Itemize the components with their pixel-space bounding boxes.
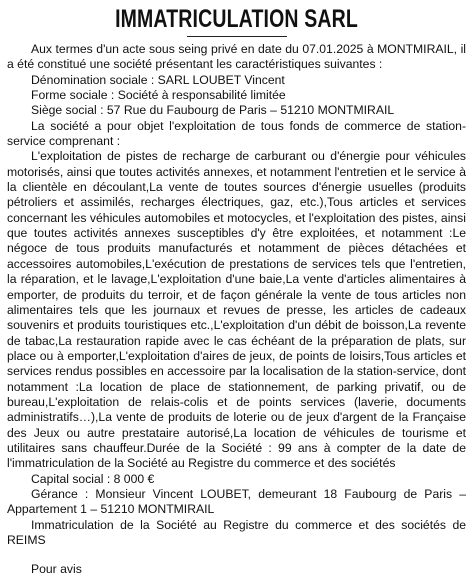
notice-body <box>7 42 466 578</box>
title-underline <box>187 36 287 37</box>
notice-title: IMMATRICULATION SARL <box>115 5 358 33</box>
legal-notice <box>7 4 466 578</box>
legal-form-line: Forme sociale : Société à responsabilité limitée <box>31 88 286 103</box>
registration-line: Immatriculation de la Société au Registre du commerce et des sociétés de REIMS <box>7 517 466 547</box>
company-name-line: Dénomination sociale : SARL LOUBET Vincent <box>31 72 285 87</box>
capital-line: Capital social : 8 000 € <box>31 471 155 486</box>
closing-line: Pour avis <box>31 562 82 577</box>
purpose-intro-paragraph: La société a pour objet l'exploitation de tous fonds de commerce de station-service comprenant : <box>7 118 466 149</box>
purpose-details-paragraph: L'exploitation de pistes de recharge de carburant ou d'énergie pour véhicules motorisés, ainsi que toutes activités annexes, et notamment l'entretien et le service à la clientèle en découlant,La vente de toutes sources d'énergie usuelles (produits pétroliers et assimilés, recharges électriques, gaz, etc.),Tous articles et services concernant les véhicules automobiles et motocycles, et l'exploitation des pistes, ainsi que toutes activités annexes susceptibles d'y être exploitées, et notamment :Le négoce de tous produits manufacturés et notamment de pièces détachées et accessoires automobiles,L'exécution de prestations de services tels que l'entretien, la réparation, et le lavage,L'exploitation d'une baie,La vente d'articles alimentaires à emporter, de produits du terroir, et de façon générale la vente de tous articles non alimentaires tels que les journaux et revues de presse, les articles de cadeaux souvenirs et produits touristiques etc.,L'exploitation d'un débit de boisson,La revente de tabac,La restauration rapide avec le cas échéant de la préparation de plats, sur place ou à emporter,L'exploitation d'aires de jeux, de points de loisirs,Tous articles et services rendus possibles en accessoire par la localisation de la station-service, dont notamment :La location de place de stationnement, de parking privatif, ou de bureau,L'exploitation de relais-colis et de points services (laverie, documents administratifs…),La vente de produits de loterie ou de jeux d'argent de la Française des Jeux ou autre prestataire autorisé,La location de véhicules de tourisme et utilitaires sans chauffeur.Durée de la Société : 99 ans à compter de la date de l'immatriculation de la Société au Registre du commerce et des sociétés <box>7 149 466 471</box>
intro-paragraph: Aux termes d'un acte sous seing privé en date du 07.01.2025 à MONTMIRAIL, il a été constitué une société présentant les caractéristiques suivantes : <box>7 42 466 72</box>
head-office-line: Siège social : 57 Rue du Faubourg de Paris – 51210 MONTMIRAIL <box>31 103 395 118</box>
management-paragraph: Gérance : Monsieur Vincent LOUBET, demeurant 18 Faubourg de Paris – Appartement 1 – 51210 MONTMIRAIL <box>7 486 466 517</box>
